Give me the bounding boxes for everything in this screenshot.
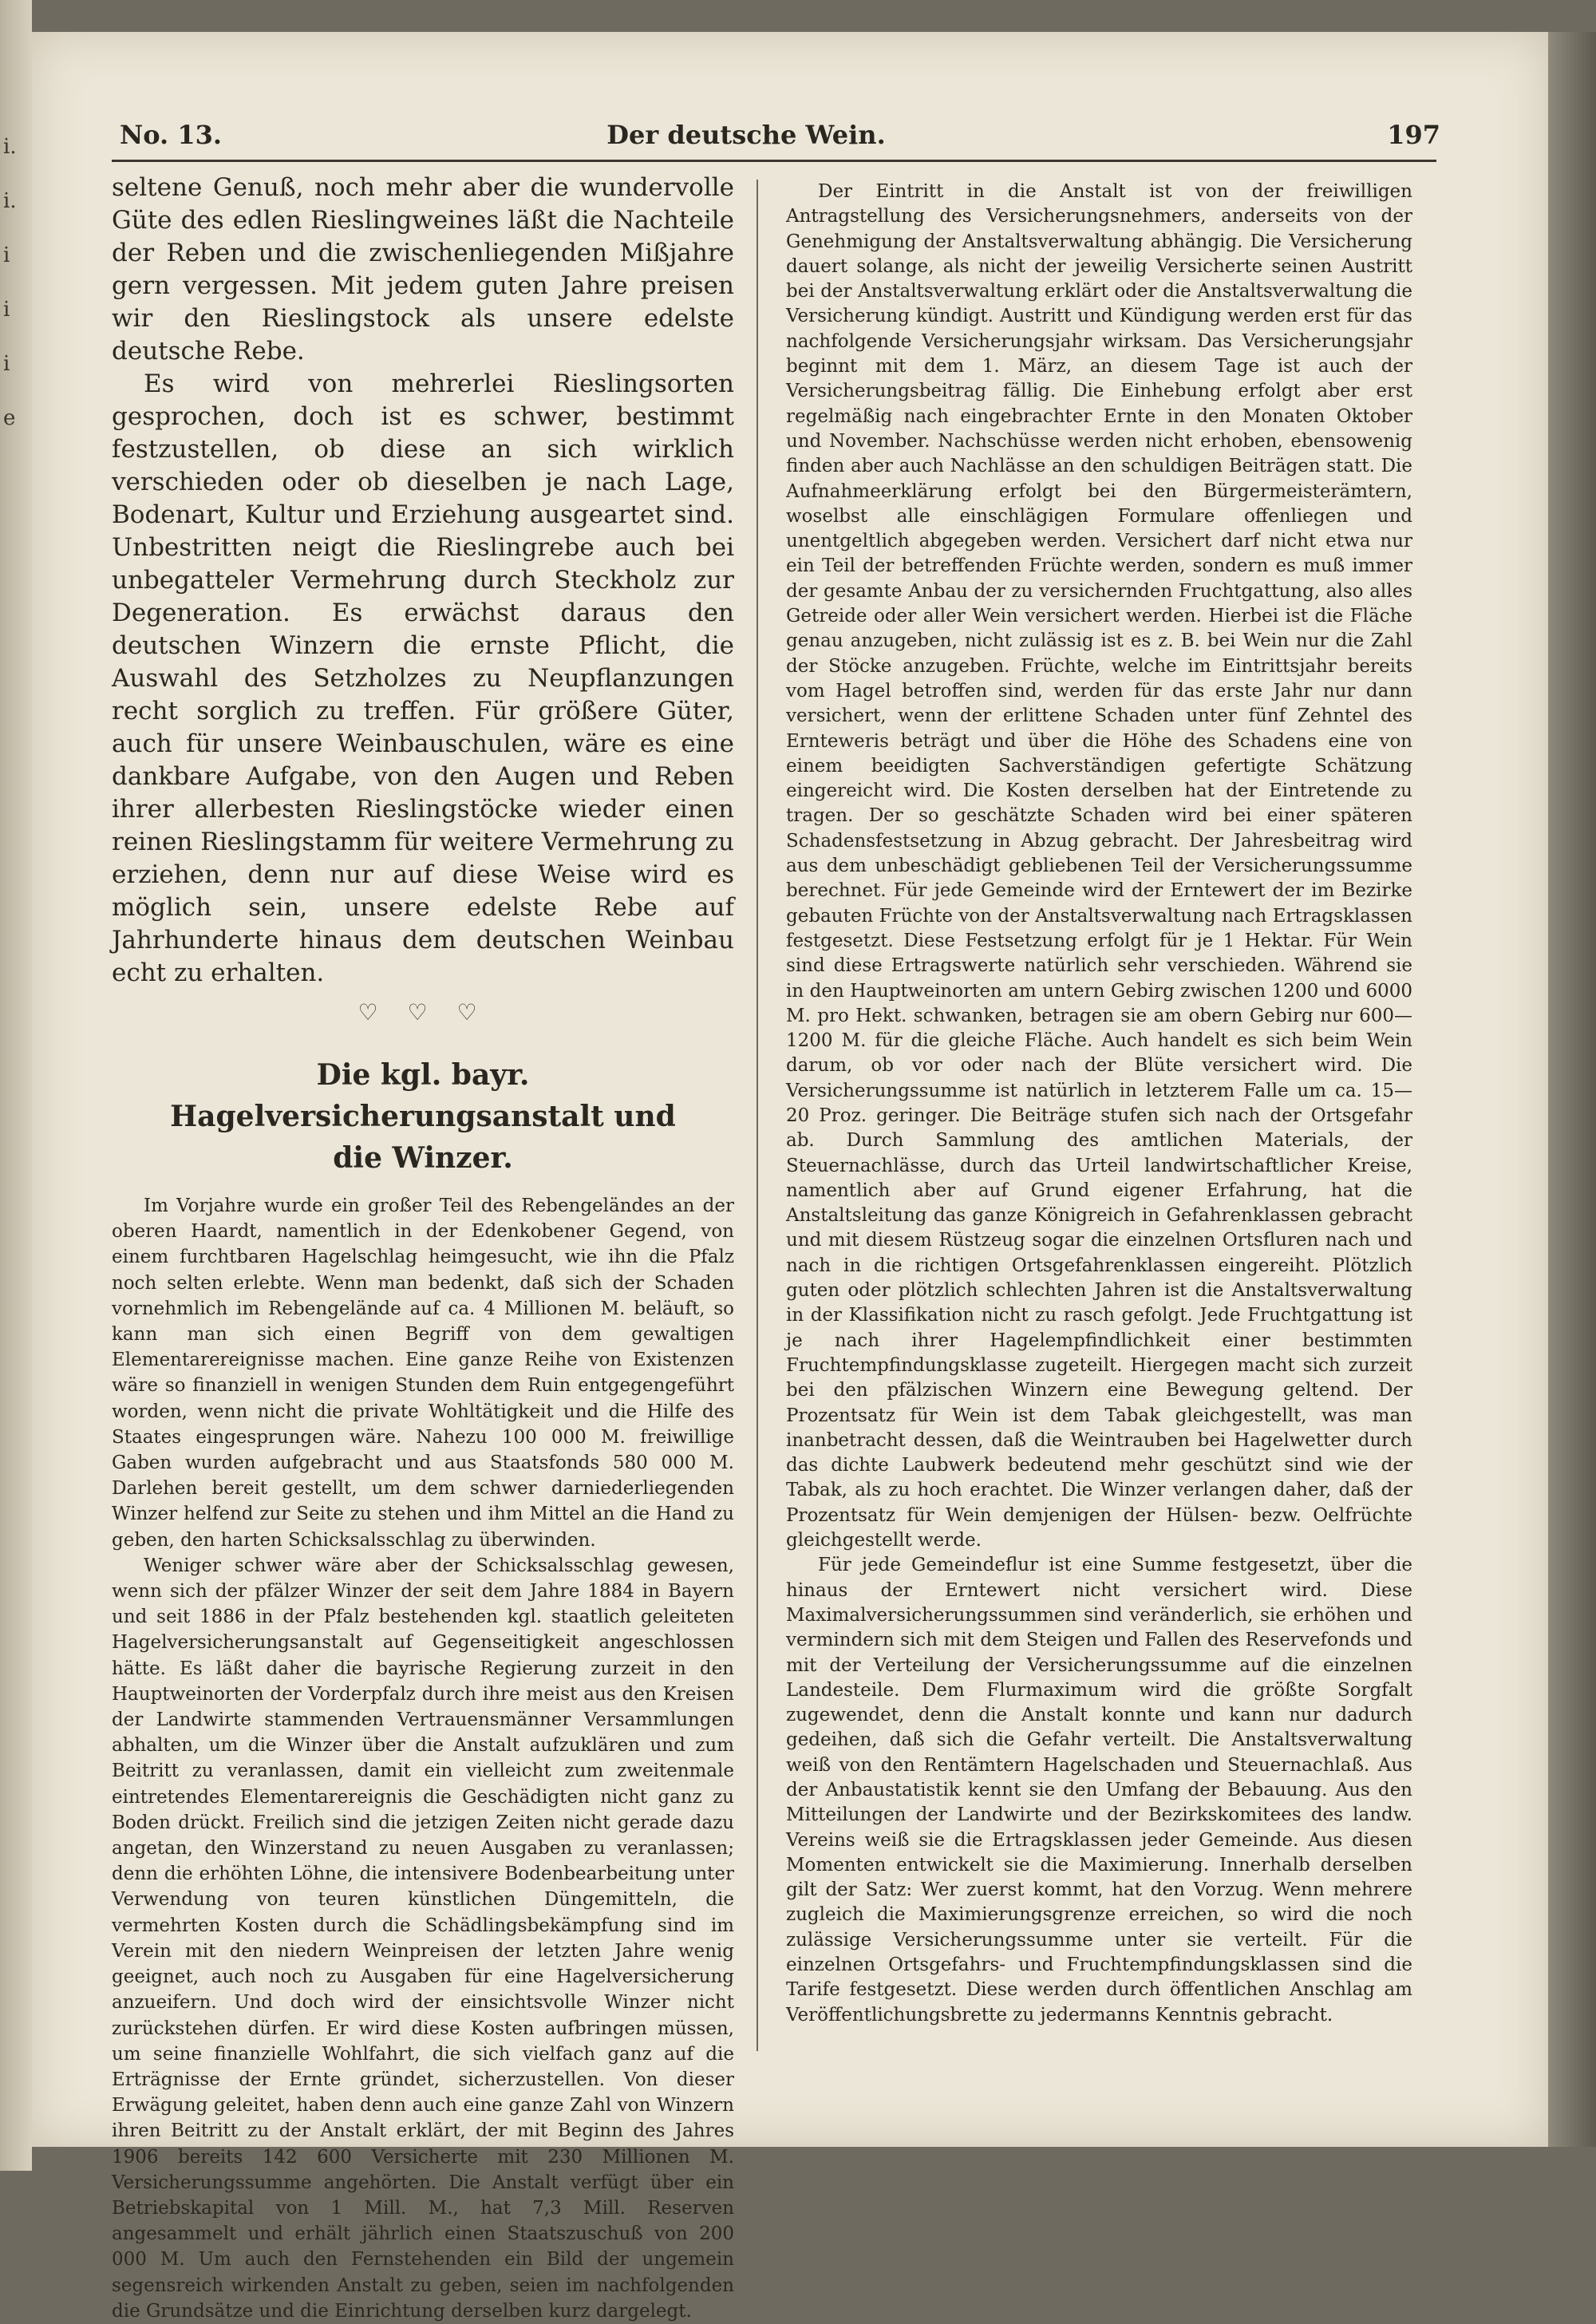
margin-mark: i <box>3 243 10 267</box>
margin-mark: i. <box>3 135 17 159</box>
issue-number: No. 13. <box>120 120 222 150</box>
margin-mark: e <box>3 406 16 430</box>
section-ornament: ♡ ♡ ♡ <box>358 999 488 1026</box>
paragraph: Der Eintritt in die Anstalt ist von der freiwilligen Antragstellung des Versicherungsnehmers, anderseits von der Genehmigung der Anstaltsverwaltung abhängig. Die Versicherung dauert solange, als nicht der jeweilig Versicherte seinen Austritt bei der Anstaltsverwaltung erklärt oder die Anstaltsverwaltung die Versicherung kündigt. Austritt und Kündigung werden erst für das nachfolgende Versicherungsjahr wirksam. Das Versicherungsjahr beginnt mit dem 1. März, an diesem Tage ist auch der Versicherungsbeitrag fällig. Die Einhebung erfolgt aber erst regelmäßig nach eingebrachter Ernte in den Monaten Oktober und November. Nachschüsse werden nicht erhoben, ebensowenig finden aber auch Nachlässe an den schuldigen Beiträgen statt. Die Aufnahmeerklärung erfolgt bei den Bürgermeisterämtern, woselbst alle einschlägigen Formulare offenliegen und unentgeltlich abgegeben werden. Versichert darf nicht etwa nur ein Teil der betreffenden Früchte werden, sondern es muß immer der gesamte Anbau der zu versichernden Fruchtgattung, also alles Getreide oder aller Wein versichert werden. Hierbei ist die Fläche genau anzugeben, nicht zulässig ist es z. B. bei Wein nur die Zahl der Stöcke anzugeben. Früchte, welche im Eintrittsjahr bereits vom Hagel betroffen sind, werden für das erste Jahr nur dann versichert, wenn der erlittene Schaden unter fünf Zehntel des Ernteweris beträgt und über die Höhe des Schadens eine von einem beeidigten Sachverständigen gefertigte Schätzung eingereicht wird. Die Kosten derselben hat der Eintretende zu tragen. Der so geschätzte Schaden wird bei einer späteren Schadensfestsetzung in Abzug gebracht. Der Jahresbeitrag wird aus dem unbeschädigt gebliebenen Teil der Versicherungssumme berechnet. Für jede Gemeinde wird der Erntewert der im Bezirke gebauten Früchte von der Anstaltsverwaltung nach Ertragsklassen festgesetzt. Diese Festsetzung erfolgt für je 1 Hektar. Für Wein sind diese Ertragswerte natürlich sehr verschieden. Während sie in den Hauptweinorten am untern Gebirg zwischen 1200 und 6000 M. pro Hekt. schwanken, betragen sie am obern Gebirg nur 600—1200 M. für die gleiche Fläche. Auch handelt es sich beim Wein darum, ob vor oder nach der Blüte versichert wird. Die Versicherungssumme ist natürlich in letzterem Falle um ca. 15—20 Proz. geringer. Die Beiträge stufen sich nach der Ortsgefahr ab. Durch Sammlung des amtlichen Materials, der Steuernachlässe, durch das Urteil landwirtschaftlicher Kreise, namentlich aber auf Grund eigener Erfahrung, hat die Anstaltsleitung das ganze Königreich in Gefahrenklassen gebracht und mit diesem Rüstzeug sogar die einzelnen Ortsfluren nach und nach in die richtigen Ortsgefahrenklassen eingereiht. Plötzlich guten oder plötzlich schlechten Jahren ist die Anstaltsverwaltung in der Klassifikation nicht zu rasch gefolgt. Jede Fruchtgattung ist je nach ihrer Hagelempfindlichkeit einer bestimmten Fruchtempfindungsklasse zugeteilt. Hiergegen macht sich zurzeit bei den pfälzischen Winzern eine Bewegung geltend. Der Prozentsatz für Wein ist dem Tabak gleichgestellt, was man inanbetracht dessen, daß die Weintrauben bei Hagelwetter durch das dichte Laubwerk bedeutend mehr geschützt sind wie der Tabak, als zu hoch erachtet. Die Winzer verlangen daher, daß der Prozentsatz für Wein demjenigen der Hülsen- bezw. Oelfrüchte gleichgestellt werde. <box>786 181 1412 1551</box>
margin-mark: i <box>3 352 10 376</box>
header-rule <box>112 160 1436 162</box>
paragraph: Weniger schwer wäre aber der Schicksalsschlag gewesen, wenn sich der pfälzer Winzer der seit dem Jahre 1884 in Bayern und seit 1886 in der Pfalz bestehenden kgl. staatlich geleiteten Hagelversicherungsanstalt auf Gegenseitigkeit angeschlossen hätte. Es läßt daher die bayrische Regierung zurzeit in den Hauptweinorten der Vorderpfalz durch ihre meist aus den Kreisen der Landwirte stammenden Vertrauensmänner Versammlungen abhalten, um die Winzer über die Anstalt aufzuklären und zum Beitritt zu veranlassen, damit ein vielleicht zum zweitenmale eintretendes Elementarereignis die Geschädigten nicht ganz zu Boden drückt. Freilich sind die jetzigen Zeiten nicht gerade dazu angetan, den Winzerstand zu neuen Ausgaben zu veranlassen; denn die erhöhten Löhne, die intensivere Bodenbearbeitung unter Verwendung von teuren künstlichen Düngemitteln, die vermehrten Kosten durch die Schädlingsbekämpfung sind im Verein mit den niedern Weinpreisen der letzten Jahre wenig geeignet, auch noch zu Ausgaben für eine Hagelversicherung anzueifern. Und doch wird der einsichtsvolle Winzer nicht zurückstehen dürfen. Er wird diese Kosten aufbringen müssen, um seine finanzielle Wohlfahrt, die sich vielfach ganz auf die Erträgnisse der Ernte gründet, sicherzustellen. Von dieser Erwägung geleitet, haben denn auch eine ganze Zahl von Winzern ihren Beitritt zu der Anstalt erklärt, der mit Beginn des Jahres 1906 bereits 142 600 Versicherte mit 230 Millionen M. Versicherungssumme angehörten. Die Anstalt verfügt über ein Betriebskapital von 1 Mill. M., hat 7,3 Mill. Reserven angesammelt und erhält jährlich einen Staatszuschuß von 200 000 M. Um auch den Fernstehenden ein Bild der ungemein segensreich wirkenden Anstalt zu geben, seien im nachfolgenden die Grundsätze und die Einrichtung derselben kurz dargelegt. <box>112 1555 734 2322</box>
paragraph: Es wird von mehrerlei Rieslingsorten gesprochen, doch ist es schwer, bestimmt festzustellen, ob diese an sich wirklich verschieden oder ob dieselben je nach Lage, Bodenart, Kultur und Erziehung ausgeartet sind. Unbestritten neigt die Rieslingrebe auch bei unbegatteler Vermehrung durch Steckholz zur Degeneration. Es erwächst daraus den deutschen Winzern die ernste Pflicht, die Auswahl des Setzholzes zu Neupflanzungen recht sorglich zu treffen. Für größere Güter, auch für unsere Weinbauschulen, wäre es eine dankbare Aufgabe, von den Augen und Reben ihrer allerbesten Rieslingstöcke wieder einen reinen Rieslingstamm für weitere Vermehrung zu erziehen, denn nur auf diese Weise wird es möglich sein, unsere edelste Rebe auf Jahrhunderte hinaus dem deutschen Weinbau echt zu erhalten. <box>112 370 734 987</box>
margin-mark: i. <box>3 189 17 213</box>
article-title-line: die Winzer. <box>333 1141 513 1175</box>
page-number: 197 <box>1387 120 1440 150</box>
riesling-article-continuation <box>112 172 734 990</box>
adjacent-page-margin <box>3 120 27 445</box>
hail-insurance-article <box>112 1193 734 2324</box>
right-column <box>786 180 1412 2028</box>
paragraph: Im Vorjahre wurde ein großer Teil des Rebengeländes an der oberen Haardt, namentlich in der Edenkobener Gegend, von einem furchtbaren Hagelschlag heimgesucht, wie ihn die Pfalz noch selten erlebte. Wenn man bedenkt, daß sich der Schaden vornehmlich im Rebengelände auf ca. 4 Millionen M. beläuft, so kann man sich einen Begriff von dem gewaltigen Elementarereignisse machen. Eine ganze Reihe von Existenzen wäre so finanziell in wenigen Stunden dem Ruin entgegengeführt worden, wenn nicht die private Wohltätigkeit und die Hilfe des Staates eingesprungen wäre. Nahezu 100 000 M. freiwillige Gaben wurden aufgebracht und aus Staatsfonds 580 000 M. Darlehen bereit gestellt, um dem schwer darniederliegenden Winzer helfend zur Seite zu stehen und ihm Mittel an die Hand zu geben, den harten Schicksalsschlag zu überwinden. <box>112 1196 734 1551</box>
paragraph: Für jede Gemeindeflur ist eine Summe festgesetzt, über die hinaus der Erntewert nicht versichert wird. Diese Maximalversicherungssummen sind veränderlich, sie erhöhen und vermindern sich mit dem Steigen und Fallen des Reservefonds und mit der Verteilung der Versicherungssumme auf die einzelnen Landesteile. Dem Flurmaximum wird die größte Sorgfalt zugewendet, denn die Anstalt konnte und kann nur dadurch gedeihen, daß sich die Gefahr verteilt. Die Anstaltsverwaltung weiß von den Rentämtern Hagelschaden und Steuernachlaß. Aus der Anbaustatistik kennt sie den Umfang der Bebauung. Aus den Mitteilungen der Landwirte und der Bezirkskomitees des landw. Vereins weiß sie die Ertragsklassen jeder Gemeinde. Aus diesen Momenten entwickelt sie die Maximierung. Innerhalb derselben gilt der Satz: Wer zuerst kommt, hat den Vorzug. Wenn mehrere zugleich die Maximierungsgrenze erreichen, so wird die noch zulässige Versicherungssumme unter sie verteilt. Für die einzelnen Ortsgefahrs- und Fruchtempfindungsklassen sind die Tarife festgesetzt. Diese werden durch öffentlichen Anschlag am Veröffentlichungsbrette zu jedermanns Kenntnis gebracht. <box>786 1555 1412 2026</box>
column-divider <box>757 180 758 2051</box>
margin-mark: i <box>3 298 10 322</box>
hail-insurance-article-continued <box>786 180 1412 2028</box>
page-stack-edge <box>1548 32 1596 2147</box>
left-column <box>112 172 734 2324</box>
paragraph: seltene Genuß, noch mehr aber die wundervolle Güte des edlen Rieslingweines läßt die Nachteile der Reben und die zwischenliegenden Mißjahre gern vergessen. Mit jedem guten Jahre preisen wir den Rieslingstock als unsere edelste deutsche Rebe. <box>112 173 734 366</box>
publication-title: Der deutsche Wein. <box>606 120 886 150</box>
running-header <box>84 120 1440 160</box>
article-title <box>112 1054 734 1179</box>
article-title-line: Die kgl. bayr. Hagelversicherungsanstalt und <box>170 1058 676 1133</box>
